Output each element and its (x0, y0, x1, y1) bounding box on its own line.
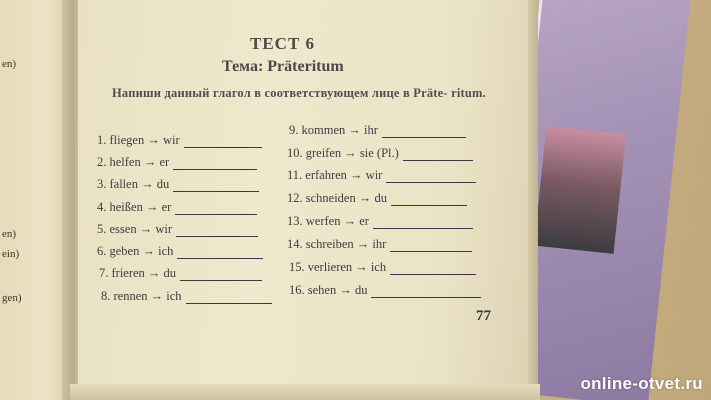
answer-blank[interactable] (390, 240, 472, 252)
answer-blank[interactable] (175, 203, 257, 215)
left-page-fragment: ein) (2, 248, 20, 260)
exercise-prompt: 11. erfahren → wir (287, 168, 383, 182)
exercise-item (97, 222, 258, 237)
exercise-prompt: 12. schneiden → du (287, 191, 387, 205)
answer-blank[interactable] (386, 171, 476, 183)
exercise-item (97, 133, 262, 148)
test-subtitle: Тема: Präteritum (222, 58, 344, 75)
exercise-prompt: 2. helfen → er (97, 155, 170, 169)
puzzle-photo (534, 126, 626, 254)
exercise-item (289, 283, 481, 298)
answer-blank[interactable] (176, 225, 258, 237)
page-stack-bottom (70, 384, 540, 400)
answer-blank[interactable] (371, 286, 481, 298)
exercise-item (99, 266, 262, 281)
answer-blank[interactable] (180, 269, 262, 281)
watermark: online-otvet.ru (580, 374, 703, 393)
exercise-prompt: 13. werfen → er (287, 214, 369, 228)
answer-blank[interactable] (173, 180, 259, 192)
test-instruction: Напиши данный глагол в соответствующем лице в Präte- ritum. (112, 86, 486, 100)
exercise-item (287, 214, 473, 229)
exercise-item (97, 155, 257, 170)
exercise-item (97, 177, 259, 192)
exercise-prompt: 16. sehen → du (289, 283, 368, 297)
exercise-item (287, 168, 476, 183)
answer-blank[interactable] (184, 136, 262, 148)
exercise-item (289, 260, 476, 275)
answer-blank[interactable] (382, 126, 466, 138)
left-page (0, 0, 70, 400)
exercise-item (97, 244, 263, 259)
page-number: 77 (476, 308, 491, 324)
left-page-fragment: gen) (2, 292, 22, 304)
exercise-prompt: 10. greifen → sie (Pl.) (287, 146, 399, 160)
exercise-prompt: 9. kommen → ihr (289, 123, 378, 137)
answer-blank[interactable] (173, 158, 257, 170)
answer-blank[interactable] (403, 149, 473, 161)
exercise-item (289, 123, 466, 138)
left-page-fragment: en) (2, 228, 17, 240)
exercise-prompt: 3. fallen → du (97, 177, 170, 191)
left-page-fragment: en) (2, 58, 17, 70)
exercise-prompt: 14. schreiben → ihr (287, 237, 387, 251)
answer-blank[interactable] (391, 194, 467, 206)
exercise-prompt: 7. frieren → du (99, 266, 177, 280)
exercise-item (287, 146, 473, 161)
exercise-prompt: 4. heißen → er (97, 200, 172, 214)
test-title: ТЕСТ 6 (250, 34, 316, 53)
page-edge (528, 0, 538, 392)
exercise-prompt: 1. fliegen → wir (97, 133, 180, 147)
answer-blank[interactable] (186, 292, 272, 304)
answer-blank[interactable] (373, 217, 473, 229)
exercise-prompt: 5. essen → wir (97, 222, 172, 236)
exercise-item (101, 289, 272, 304)
exercise-item (97, 200, 257, 215)
exercise-item (287, 237, 472, 252)
exercise-item (287, 191, 467, 206)
exercise-prompt: 6. geben → ich (97, 244, 174, 258)
answer-blank[interactable] (177, 247, 263, 259)
answer-blank[interactable] (390, 263, 476, 275)
exercise-prompt: 15. verlieren → ich (289, 260, 387, 274)
exercise-prompt: 8. rennen → ich (101, 289, 182, 303)
